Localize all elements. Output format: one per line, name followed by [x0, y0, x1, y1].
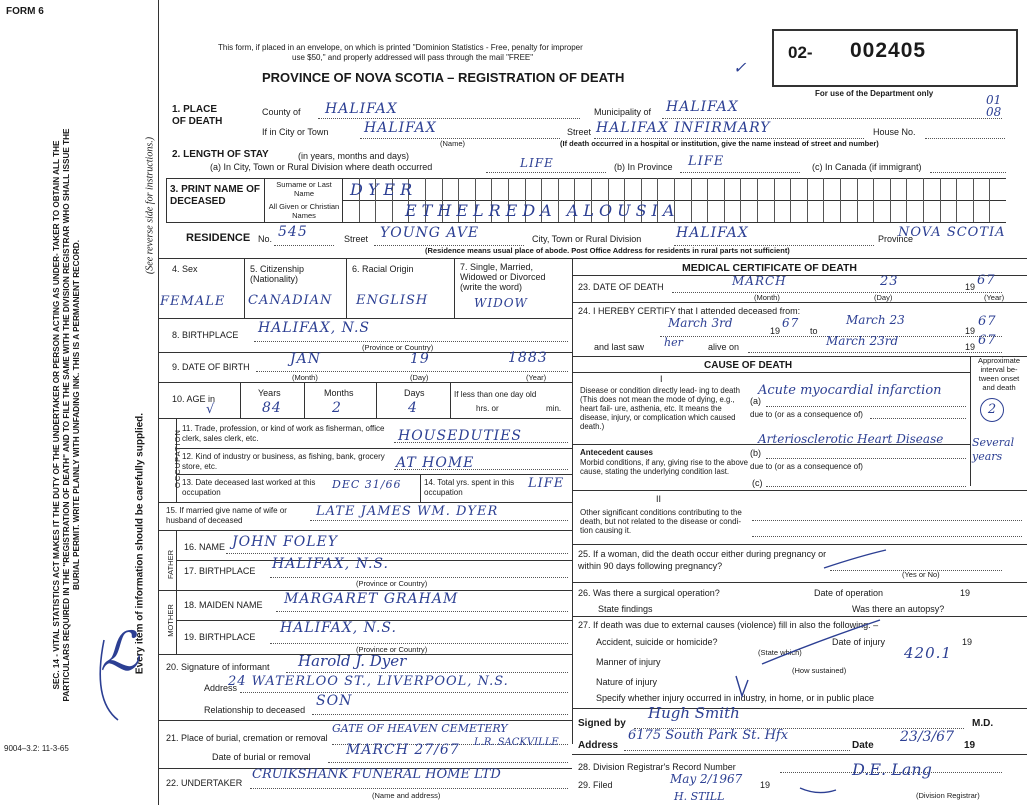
birthplace-label: 8. BIRTHPLACE: [172, 330, 239, 340]
street-value: HALIFAX INFIRMARY: [596, 120, 771, 136]
header-notice-line1: This form, if placed in an envelope, on which is printed "Dominion Statistics - Free, penalty for improper: [218, 43, 583, 52]
last-saw-pronoun: her: [664, 336, 683, 349]
cause-a-prefix: (a): [750, 396, 761, 406]
dob-year-caption: (Year): [526, 373, 547, 382]
deceased-name-label: 3. PRINT NAME OF DECEASED: [170, 184, 261, 207]
injury-date-label: Date of injury: [832, 637, 886, 647]
father-name-value: JOHN FOLEY: [232, 534, 338, 550]
given-names-value: ETHELREDA ALOUSIA: [405, 201, 680, 220]
institution-note: (If death occurred in a hospital or institution, give the name instead of street and number): [560, 139, 879, 148]
filed-year-prefix: 19: [760, 780, 771, 790]
interval-b-value: Several years: [972, 436, 1015, 463]
street-label: Street: [567, 127, 592, 137]
cause-b-prefix: (b): [750, 448, 761, 458]
place-of-death-label: 1. PLACE OF DEATH: [172, 104, 223, 127]
age-check-mark: √: [206, 402, 216, 417]
mother-section-label: MOTHER: [165, 604, 175, 637]
signed-by-label: Signed by: [578, 718, 626, 729]
informant-signature: Harold J. Dyer: [298, 652, 407, 670]
sex-value: FEMALE: [160, 294, 226, 309]
to-label: to: [810, 326, 818, 336]
residence-city-label: City, Town or Rural Division: [532, 234, 642, 244]
birthplace-caption: (Province or Country): [362, 343, 434, 352]
marital-status-value: WIDOW: [474, 296, 528, 310]
length-of-stay-sub: (in years, months and days): [298, 151, 410, 161]
burial-place-value: GATE OF HEAVEN CEMETERY: [332, 722, 508, 735]
autopsy-label: Was there an autopsy?: [852, 604, 945, 614]
operation-date-label: Date of operation: [814, 588, 884, 598]
father-birthplace-value: HALIFAX, N.S.: [272, 556, 389, 572]
to-year-value: 67: [978, 314, 997, 329]
citizenship-value: CANADIAN: [248, 293, 333, 308]
sex-label: 4. Sex: [172, 264, 198, 274]
pregnancy-yes-no-caption: (Yes or No): [902, 570, 940, 579]
father-name-label: 16. NAME: [184, 542, 226, 552]
pregnancy-label: 25. If a woman, did the death occur either during pregnancy or within 90 days following pregnancy?: [578, 549, 827, 571]
alive-on-label: alive on: [708, 342, 740, 352]
dob-month-value: JAN: [290, 351, 321, 367]
margin-scribble: ℒ: [100, 620, 140, 683]
vertical-reverse-note: (See reverse side for instructions.): [144, 136, 156, 275]
physician-signature: Hugh Smith: [648, 704, 740, 722]
classification-code: 420.1: [904, 644, 952, 662]
total-years-value: LIFE: [528, 476, 565, 491]
physician-address: 6175 South Park St. Hfx: [628, 728, 789, 743]
mother-maiden-value: MARGARET GRAHAM: [284, 591, 459, 607]
hours-label: hrs. or: [476, 404, 499, 413]
filed-date-value: May 2/1967: [670, 772, 743, 786]
certify-label: 24. I HEREBY CERTIFY that I attended deceased from:: [578, 306, 801, 316]
relationship-label: Relationship to deceased: [204, 705, 306, 715]
alive-on-value: March 23rd: [826, 334, 899, 348]
burial-date-label: Date of burial or removal: [212, 752, 311, 762]
other-conditions-label: Other significant conditions contributing to the death, but not related to the disease or condi- tion causing it.: [580, 508, 742, 535]
checkmark-icon: ✓: [733, 58, 748, 77]
attended-to-value: March 23: [846, 313, 905, 327]
dob-day-value: 19: [410, 351, 430, 367]
mother-birthplace-value: HALIFAX, N.S.: [280, 620, 397, 636]
death-day-caption: (Day): [874, 293, 893, 302]
cause-c-prefix: (c): [752, 478, 763, 488]
registration-prefix: 02-: [788, 43, 813, 62]
antecedent-label: Antecedent causes: [580, 448, 653, 457]
residence-street-label: Street: [344, 234, 369, 244]
death-year-caption: (Year): [984, 293, 1005, 302]
interval-a-value: 2: [980, 398, 1004, 422]
nature-of-injury-label: Nature of injury: [596, 677, 658, 687]
operation-year-prefix: 19: [960, 588, 971, 598]
injury-year-prefix: 19: [962, 637, 973, 647]
age-days-value: 4: [408, 400, 418, 416]
birthplace-value: HALIFAX, N.S: [258, 320, 371, 336]
md-label: M.D.: [972, 718, 994, 729]
department-mark: 01 08: [986, 93, 1002, 119]
county-label: County of: [262, 107, 301, 117]
residence-city-value: HALIFAX: [676, 225, 749, 241]
residence-no-label: No.: [258, 234, 273, 244]
racial-origin-label: 6. Racial Origin: [352, 264, 414, 274]
alive-year-value: 67: [978, 333, 997, 348]
surname-value: DYER: [350, 180, 418, 199]
stay-city-label: (a) In City, Town or Rural Division where death occurred: [210, 162, 433, 172]
burial-place-label: 21. Place of burial, cremation or removal: [166, 733, 328, 743]
registrar-signature: D.E. Lang: [852, 760, 932, 779]
vertical-every-item-note: Every item of information should be carefully supplied.: [134, 412, 146, 675]
external-causes-label: 27. If death was due to external causes (violence) fill in also the following: –: [578, 620, 879, 630]
due-to-label-b: due to (or as a consequence of): [750, 462, 863, 471]
to-year-prefix: 19: [965, 326, 976, 336]
mother-maiden-label: 18. MAIDEN NAME: [184, 600, 263, 610]
county-value: HALIFAX: [325, 101, 398, 117]
informant-signature-label: 20. Signature of informant: [166, 662, 270, 672]
antecedent-desc: Morbid conditions, if any, giving rise to the above cause, stating the underlying condition last.: [580, 458, 749, 476]
burial-date-value: MARCH 27/67: [346, 742, 460, 758]
racial-origin-value: ENGLISH: [356, 293, 429, 308]
date-of-death-label: 23. DATE OF DEATH: [578, 282, 664, 292]
length-of-stay-label: 2. LENGTH OF STAY: [172, 149, 269, 160]
cause-of-death-title: CAUSE OF DEATH: [704, 360, 793, 371]
informant-address: 24 WATERLOO ST., LIVERPOOL, N.S.: [228, 674, 509, 689]
last-worked-label: 13. Date deceased last worked at this occupation: [182, 478, 316, 497]
stay-province-value: LIFE: [688, 154, 725, 169]
residence-street-value: YOUNG AVE: [380, 225, 480, 241]
father-birthplace-label: 17. BIRTHPLACE: [184, 566, 256, 576]
death-month-value: MARCH: [732, 274, 787, 288]
stay-canada-label: (c) In Canada (if immigrant): [812, 162, 922, 172]
registration-number: 002405: [850, 39, 927, 62]
attended-from-value: March 3rd: [668, 316, 733, 330]
stay-province-label: (b) In Province: [614, 162, 673, 172]
residence-label: RESIDENCE: [186, 232, 251, 244]
stay-city-value: LIFE: [520, 156, 554, 170]
residence-province-label: Province: [878, 234, 914, 244]
filed-initials: H. STILL: [674, 790, 725, 803]
age-label: 10. AGE in: [172, 394, 216, 404]
accident-label: Accident, suicide or homicide?: [596, 637, 718, 647]
state-which-caption: (State which): [758, 648, 802, 657]
alive-year-prefix: 19: [965, 342, 976, 352]
given-names-label: All Given or Christian Names: [268, 202, 340, 220]
father-section-label: FATHER: [166, 549, 176, 580]
due-to-label-a: due to (or as a consequence of): [750, 410, 863, 419]
physician-address-label: Address: [578, 740, 619, 751]
age-years-label: Years: [258, 388, 281, 398]
minutes-label: min.: [546, 404, 562, 413]
marital-status-label: 7. Single, Married, Widowed or Divorced (write the word): [460, 262, 546, 292]
last-worked-value: DEC 31/66: [332, 478, 402, 491]
residence-no-value: 545: [278, 224, 308, 240]
age-months-value: 2: [332, 400, 342, 416]
city-name-caption: (Name): [440, 139, 466, 148]
citizenship-label: 5. Citizenship (Nationality): [250, 264, 305, 284]
date-signed-value: 23/3/67: [900, 729, 954, 745]
city-label: If in City or Town: [262, 127, 329, 137]
department-use-note: For use of the Department only: [815, 89, 934, 98]
dob-year-value: 1883: [508, 350, 548, 366]
specify-injury-label: Specify whether injury occurred in industry, in home, or in public place: [596, 693, 874, 703]
city-value: HALIFAX: [364, 120, 437, 136]
father-birthplace-caption: (Province or Country): [356, 579, 428, 588]
burial-place-value-line2: L.R. SACKVILLE: [474, 737, 559, 748]
form-code: 9004–3.2: 11-3-65: [4, 744, 69, 753]
house-no-label: House No.: [873, 127, 916, 137]
mother-birthplace-label: 19. BIRTHPLACE: [184, 632, 256, 642]
part-ii-label: II: [656, 494, 662, 504]
vertical-statute-note: SEC. 14 - VITAL STATISTICS ACT MAKES IT THE DUTY OF THE UNDERTAKER OR PERSON ACTING AS UNDER- TAKER TO OBTAIN ALL THE PARTICULARS REQUIRED IN THE "REGISTRATION OF DEATH" AND TO FILE THE SAME WITH THE DIVISION REGISTRAR WHO SHALL ISSUE THE BURIAL PERMIT. WRITE PLAINLY WITH UNFADING INK. THIS IS A PERMANENT RECORD.: [52, 128, 81, 702]
date-signed-label: Date: [852, 740, 874, 751]
medical-certificate-title: MEDICAL CERTIFICATE OF DEATH: [682, 262, 857, 274]
death-year-value: 67: [977, 273, 996, 288]
surgical-label: 26. Was there a surgical operation?: [578, 588, 720, 598]
occupation-section-label: OCCUPATION: [172, 429, 182, 488]
spouse-label: 15. If married give name of wife or husband of deceased: [166, 506, 287, 525]
surname-label: Surname or Last Name: [276, 180, 332, 198]
trade-value: HOUSEDUTIES: [398, 428, 522, 444]
spouse-value: LATE JAMES WM. DYER: [316, 504, 499, 519]
business-label: 12. Kind of industry or business, as fishing, bank, grocery store, etc.: [182, 452, 385, 471]
residence-province-value: NOVA SCOTIA: [898, 225, 1006, 240]
form-label: FORM 6: [6, 6, 44, 17]
relationship-value: SON: [316, 693, 353, 709]
dob-day-caption: (Day): [410, 373, 429, 382]
how-sustained-caption: (How sustained): [792, 666, 847, 675]
municipality-label: Municipality of: [594, 107, 652, 117]
death-year-prefix: 19: [965, 282, 976, 292]
dob-month-caption: (Month): [292, 373, 318, 382]
registrar-record-label: 28. Division Registrar's Record Number: [578, 762, 736, 772]
last-saw-label: and last saw: [594, 342, 645, 352]
from-year-value: 67: [782, 316, 800, 330]
undertaker-label: 22. UNDERTAKER: [166, 778, 243, 788]
age-months-label: Months: [324, 388, 354, 398]
cause-b-value: Arteriosclerotic Heart Disease: [758, 432, 944, 446]
municipality-value: HALIFAX: [666, 99, 739, 115]
undertaker-caption: (Name and address): [372, 791, 441, 800]
death-month-caption: (Month): [754, 293, 780, 302]
trade-label: 11. Trade, profession, or kind of work as fisherman, office clerk, sales clerk, etc.: [182, 424, 385, 443]
part-i-label: I: [660, 374, 663, 384]
date-of-birth-label: 9. DATE OF BIRTH: [172, 362, 250, 372]
header-notice-line2: use $50," and properly addressed will pass through the mail "FREE": [292, 53, 534, 62]
registrar-caption: (Division Registrar): [916, 791, 980, 800]
state-findings-label: State findings: [598, 604, 653, 614]
direct-cause-label: Disease or condition directly lead- ing to death (This does not mean the mode of dying, e.g., heart fail- ure, asthenia, etc. It means the disease, injury, or complication which caused death.): [580, 386, 740, 431]
cause-a-value: Acute myocardial infarction: [758, 383, 942, 398]
interval-label: Approximate interval be- tween onset and death: [977, 356, 1021, 392]
residence-note: (Residence means usual place of abode. Post Office Address for residents in rural parts not sufficient): [425, 246, 790, 255]
manner-of-injury-label: Manner of injury: [596, 657, 661, 667]
form-title: PROVINCE OF NOVA SCOTIA – REGISTRATION OF DEATH: [262, 70, 625, 85]
age-years-value: 84: [262, 400, 282, 416]
filed-label: 29. Filed: [578, 780, 613, 790]
undertaker-value: CRUIKSHANK FUNERAL HOME LTD: [252, 767, 501, 782]
mother-birthplace-caption: (Province or Country): [356, 645, 428, 654]
less-than-day-label: If less than one day old: [454, 390, 537, 399]
date-signed-year-prefix: 19: [964, 740, 976, 751]
from-year-prefix: 19: [770, 326, 781, 336]
age-days-label: Days: [404, 388, 425, 398]
total-years-label: 14. Total yrs. spent in this occupation: [424, 478, 515, 497]
death-day-value: 23: [880, 274, 899, 289]
informant-address-label: Address: [204, 683, 238, 693]
business-value: AT HOME: [396, 455, 475, 471]
